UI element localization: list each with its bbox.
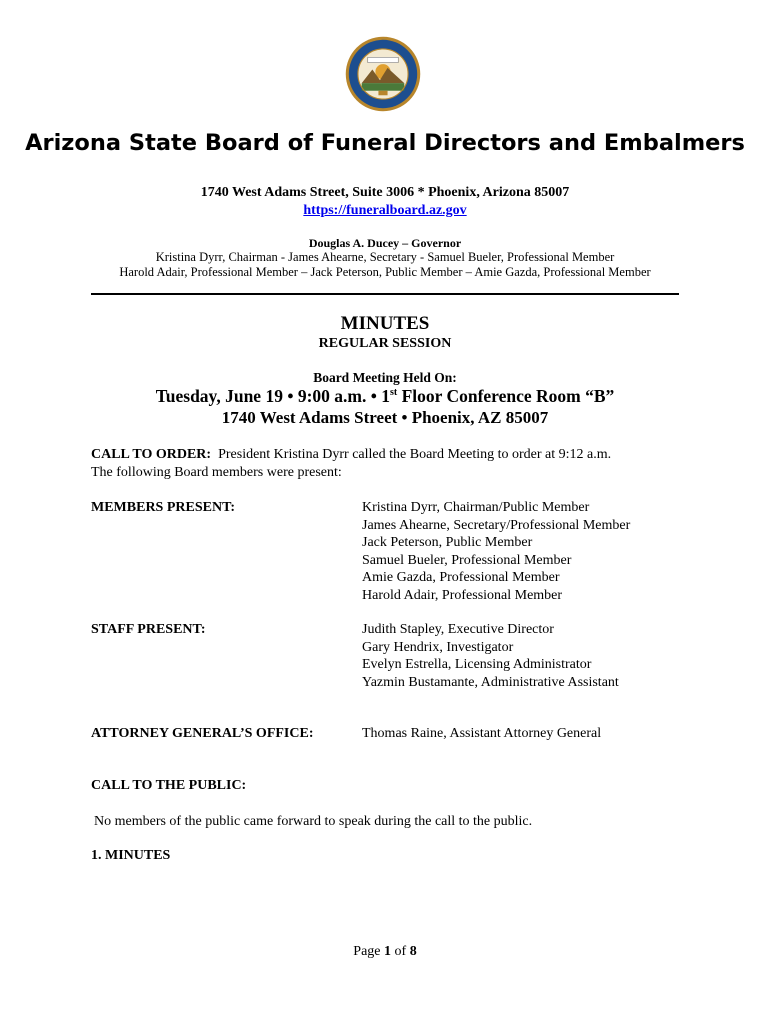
board-roster-line: Harold Adair, Professional Member – Jack Peterson, Public Member – Amie Gazda, Professional Member: [119, 265, 651, 279]
list-item: Jack Peterson, Public Member: [362, 535, 533, 550]
list-item: Amie Gazda, Professional Member: [362, 570, 560, 585]
of-word: of: [391, 944, 410, 959]
members-present-label: MEMBERS PRESENT:: [91, 500, 236, 515]
call-to-order-text: President Kristina Dyrr called the Board Meeting to order at 9:12 a.m.: [218, 447, 612, 462]
attorney-general-label: ATTORNEY GENERAL’S OFFICE:: [91, 726, 314, 741]
session-type: REGULAR SESSION: [318, 336, 452, 351]
list-item: James Ahearne, Secretary/Professional Member: [362, 517, 631, 533]
meeting-room-text: Floor Conference Room “B”: [397, 386, 615, 406]
list-item: Kristina Dyrr, Chairman/Public Member: [362, 500, 590, 515]
meeting-held-on-label: Board Meeting Held On:: [313, 370, 457, 385]
staff-present-label: STAFF PRESENT:: [91, 622, 206, 637]
document-title: MINUTES: [340, 313, 430, 334]
list-item: Gary Hendrix, Investigator: [362, 639, 514, 655]
page-word: Page: [353, 944, 385, 959]
list-item: Judith Stapley, Executive Director: [362, 622, 554, 637]
list-item: Thomas Raine, Assistant Attorney General: [362, 726, 602, 741]
website-link[interactable]: https://funeralboard.az.gov: [303, 203, 467, 218]
list-item: Samuel Bueler, Professional Member: [362, 552, 572, 568]
meeting-date-time: [0, 386, 770, 407]
organization-address: 1740 West Adams Street, Suite 3006 * Phoenix, Arizona 85007: [200, 185, 570, 200]
call-to-public-label: CALL TO THE PUBLIC:: [91, 778, 247, 793]
attorney-general-list: [362, 725, 601, 743]
meeting-location: 1740 West Adams Street • Phoenix, AZ 85007: [221, 408, 549, 427]
present-intro: The following Board members were present:: [91, 464, 342, 480]
call-to-order-section: [91, 446, 691, 481]
list-item: Harold Adair, Professional Member: [362, 587, 563, 603]
header-divider: [91, 293, 679, 295]
members-list: [362, 499, 630, 604]
governor-line: Douglas A. Ducey – Governor: [308, 236, 462, 250]
state-seal-icon: [345, 36, 421, 112]
call-to-public-text: No members of the public came forward to speak during the call to the public.: [94, 814, 533, 829]
board-roster-line: Kristina Dyrr, Chairman - James Ahearne, Secretary - Samuel Bueler, Professional Member: [155, 250, 615, 264]
agenda-item-minutes: 1. MINUTES: [91, 848, 171, 863]
organization-title: Arizona State Board of Funeral Directors and Embalmers: [25, 130, 745, 156]
meeting-date-text: Tuesday, June 19 • 9:00 a.m. • 1: [155, 386, 390, 406]
staff-list: [362, 621, 619, 691]
list-item: Yazmin Bustamante, Administrative Assistant: [362, 674, 619, 690]
page-footer: [0, 943, 770, 961]
page-number: 1: [384, 944, 392, 959]
page-total: 8: [409, 944, 417, 959]
ordinal-suffix: st: [389, 387, 398, 399]
call-to-order-label: CALL TO ORDER:: [91, 447, 212, 462]
list-item: Evelyn Estrella, Licensing Administrator: [362, 657, 592, 672]
board-roster: [0, 250, 770, 280]
